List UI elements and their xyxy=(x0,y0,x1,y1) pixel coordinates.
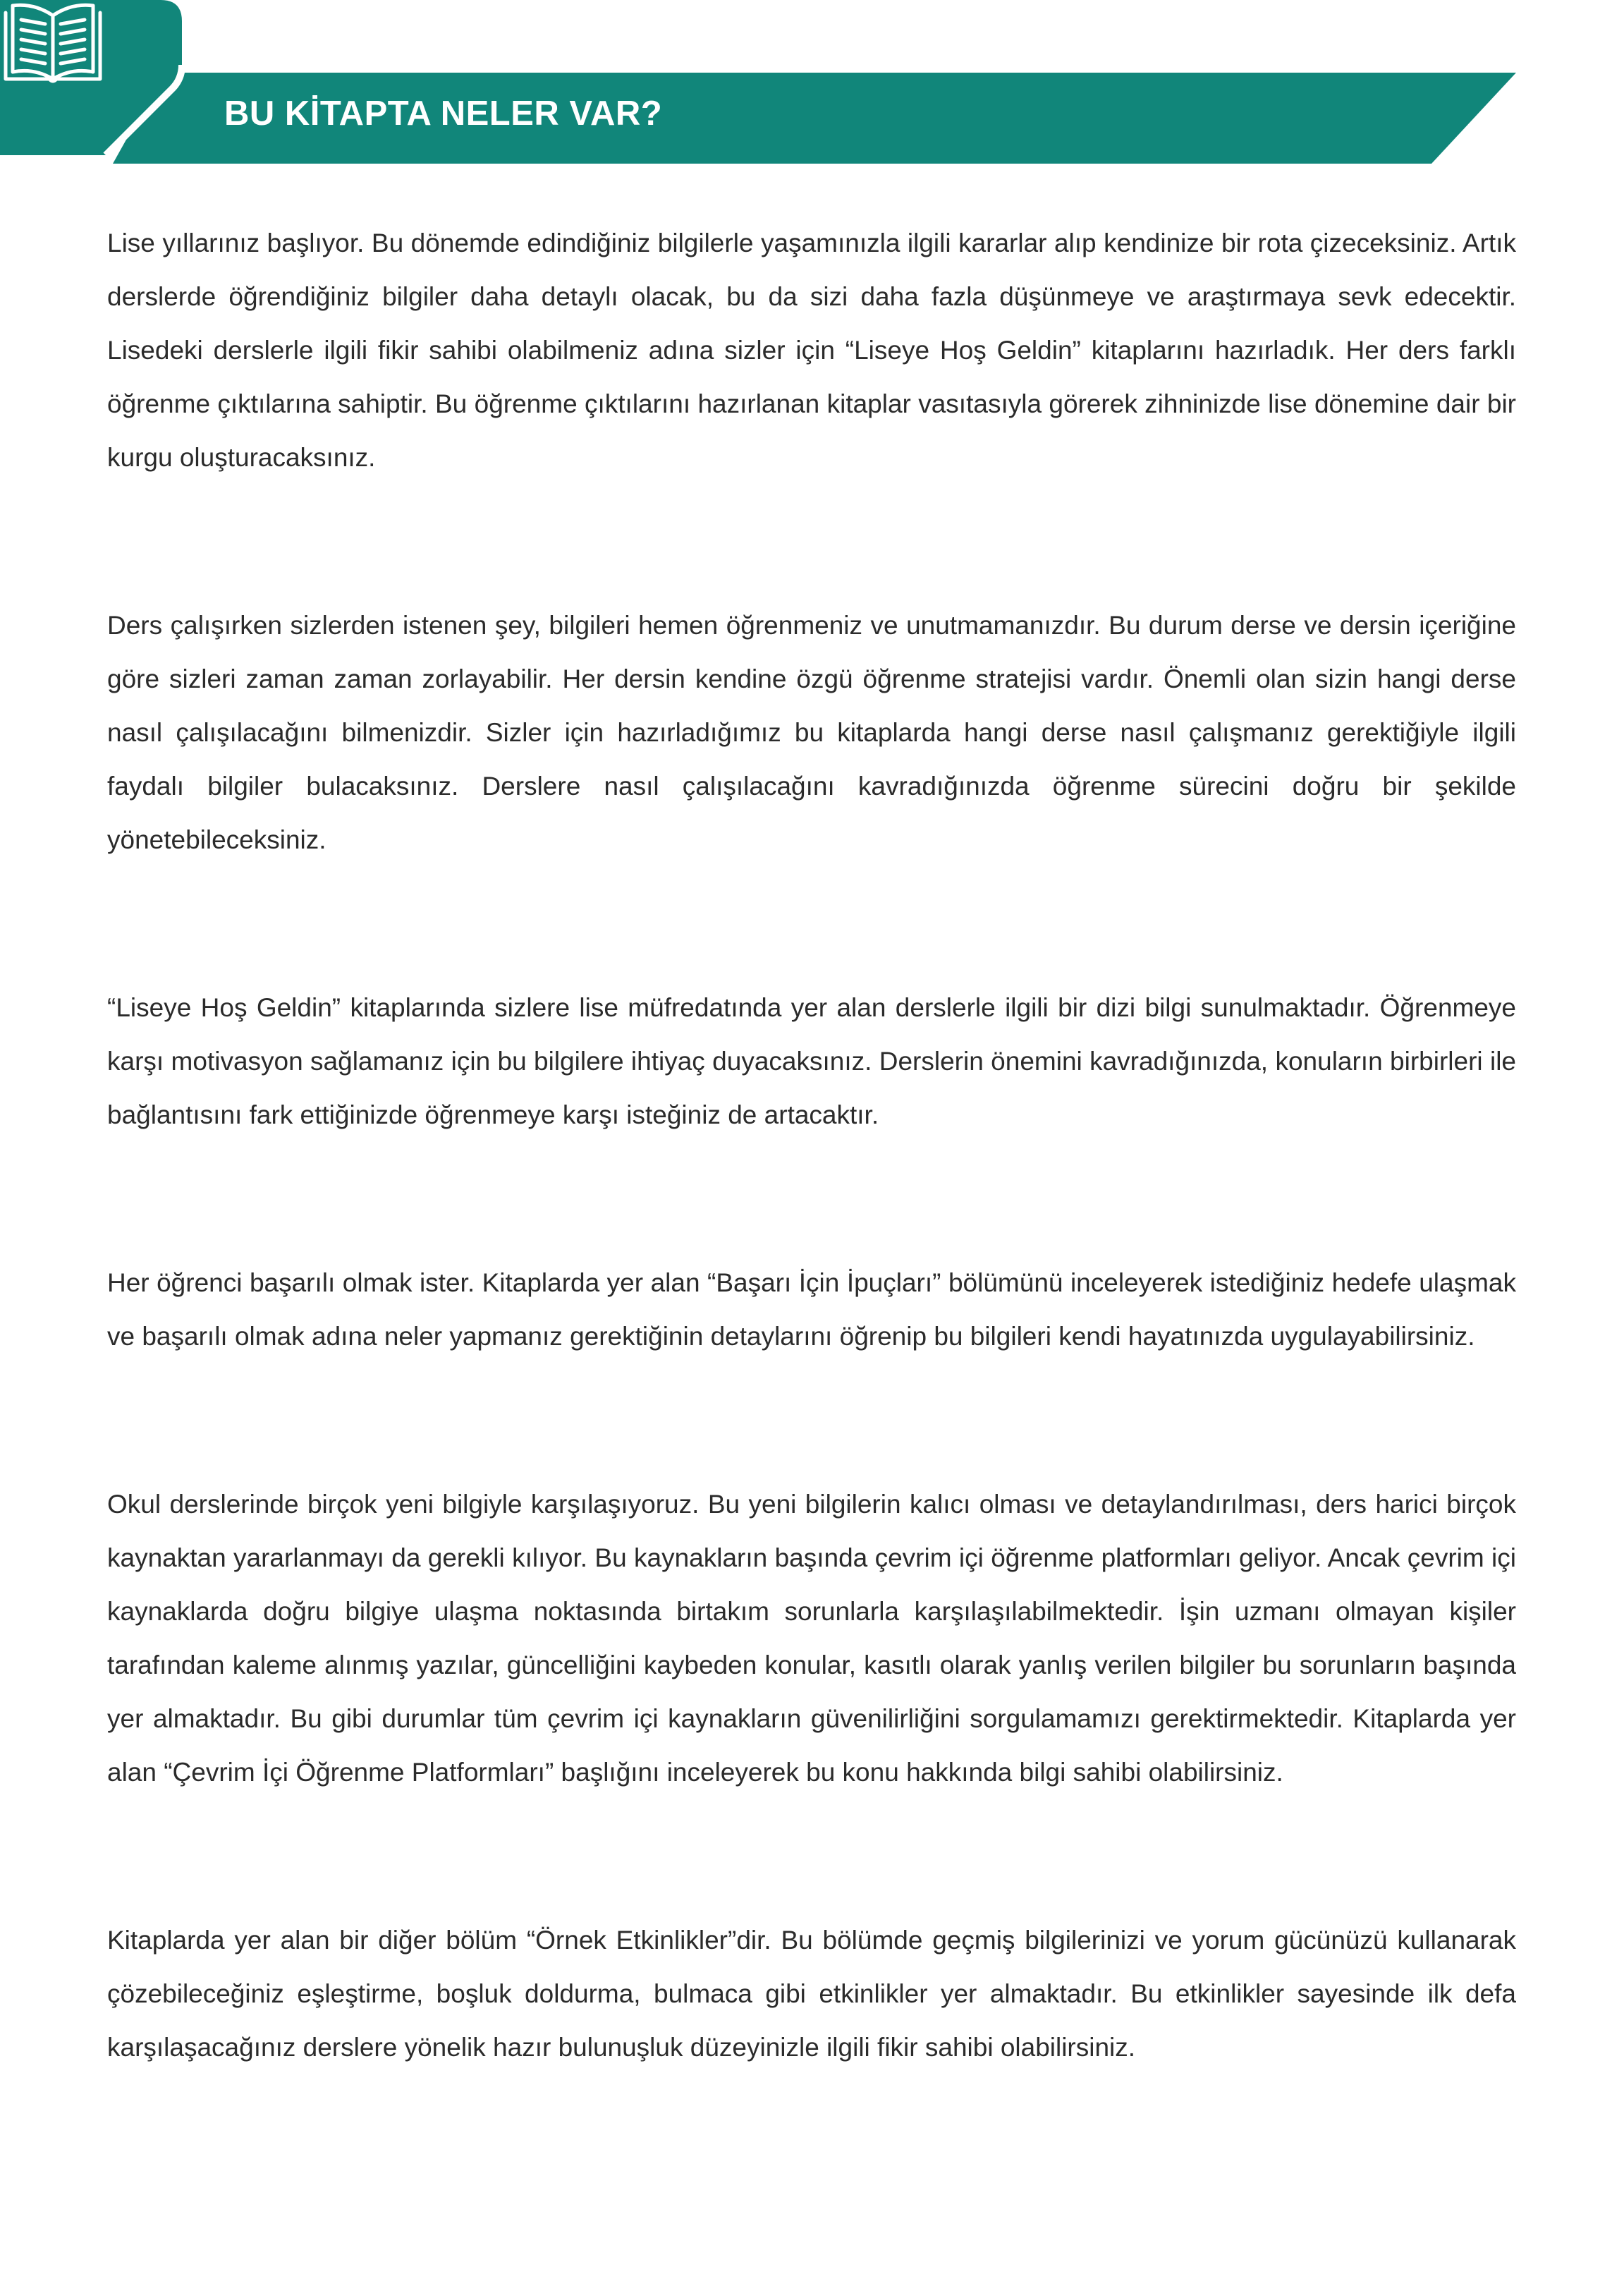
section-header xyxy=(0,0,1624,169)
page-title: BU KİTAPTA NELER VAR? xyxy=(224,95,663,133)
paragraph-sample-activities: Kitaplarda yer alan bir diğer bölüm “Örnek Etkinlikler”dir. Bu bölümde geçmiş bilgilerinizi ve yorum gücünüzü kullanarak çözebileceğiniz eşleştirme, boşluk doldurma, bulmaca gibi etkinlikler yer almaktadır. Bu etkinlikler sayesinde ilk defa karşılaşacağınız derslere yönelik hazır bulunuşluk düzeyinizle ilgili fikir sahibi olabilirsiniz. xyxy=(107,1926,1516,2062)
header-banner xyxy=(0,0,1624,169)
paragraph-curriculum: “Liseye Hoş Geldin” kitaplarında sizlere lise müfredatında yer alan derslerle ilgili bir dizi bilgi sunulmaktadır. Öğrenmeye karşı motivasyon sağlamanız için bu bilgilere ihtiyaç duyacaksınız. Derslerin önemini kavradığınızda, konuların birbirleri ile bağlantısını fark ettiğinizde öğrenmeye karşı isteğiniz de artacaktır. xyxy=(107,993,1516,1129)
open-book-icon xyxy=(0,0,106,92)
body-text xyxy=(107,217,1516,2074)
paragraph-intro: Lise yıllarınız başlıyor. Bu dönemde edindiğiniz bilgilerle yaşamınızla ilgili kararlar alıp kendinize bir rota çizeceksiniz. Artık derslerde öğrendiğiniz bilgiler daha detaylı olacak, bu da sizi daha fazla düşünmeye ve araştırmaya sevk edecektir. Lisedeki derslerle ilgili fikir sahibi olabilmeniz adına sizler için “Liseye Hoş Geldin” kitaplarını hazırladık. Her ders farklı öğrenme çıktılarına sahiptir. Bu öğrenme çıktılarını hazırlanan kitaplar vasıtasıyla görerek zihninizde lise dönemine dair bir kurgu oluşturacaksınız. xyxy=(107,229,1516,472)
paragraph-success-tips: Her öğrenci başarılı olmak ister. Kitaplarda yer alan “Başarı İçin İpuçları” bölümünü inceleyerek istediğiniz hedefe ulaşmak ve başarılı olmak adına neler yapmanız gerektiğinin detaylarını öğrenip bu bilgileri kendi hayatınızda uygulayabilirsiniz. xyxy=(107,1268,1516,1351)
paragraph-online-platforms: Okul derslerinde birçok yeni bilgiyle karşılaşıyoruz. Bu yeni bilgilerin kalıcı olması ve detaylandırılması, ders harici birçok kaynaktan yararlanmayı da gerekli kılıyor. Bu kaynakların başında çevrim içi öğrenme platformları geliyor. Ancak çevrim içi kaynaklarda doğru bilgiye ulaşma noktasında birtakım sorunlarla karşılaşılabilmektedir. İşin uzmanı olmayan kişiler tarafından kaleme alınmış yazılar, güncelliğini kaybeden konular, kasıtlı olarak yanlış verilen bilgiler bu sorunların başında yer almaktadır. Bu gibi durumlar tüm çevrim içi kaynakların güvenilirliğini sorgulamamızı gerektirmektedir. Kitaplarda yer alan “Çevrim İçi Öğrenme Platformları” başlığını inceleyerek bu konu hakkında bilgi sahibi olabilirsiniz. xyxy=(107,1490,1516,1787)
paragraph-study: Ders çalışırken sizlerden istenen şey, bilgileri hemen öğrenmeniz ve unutmamanızdır. Bu durum derse ve dersin içeriğine göre sizleri zaman zaman zorlayabilir. Her dersin kendine özgü öğrenme stratejisi vardır. Önemli olan sizin hangi derse nasıl çalışılacağını bilmenizdir. Sizler için hazırladığımız bu kitaplarda hangi derse nasıl çalışmanız gerektiğiyle ilgili faydalı bilgiler bulacaksınız. Derslere nasıl çalışılacağını kavradığınızda öğrenme sürecini doğru bir şekilde yönetebileceksiniz. xyxy=(107,611,1516,854)
